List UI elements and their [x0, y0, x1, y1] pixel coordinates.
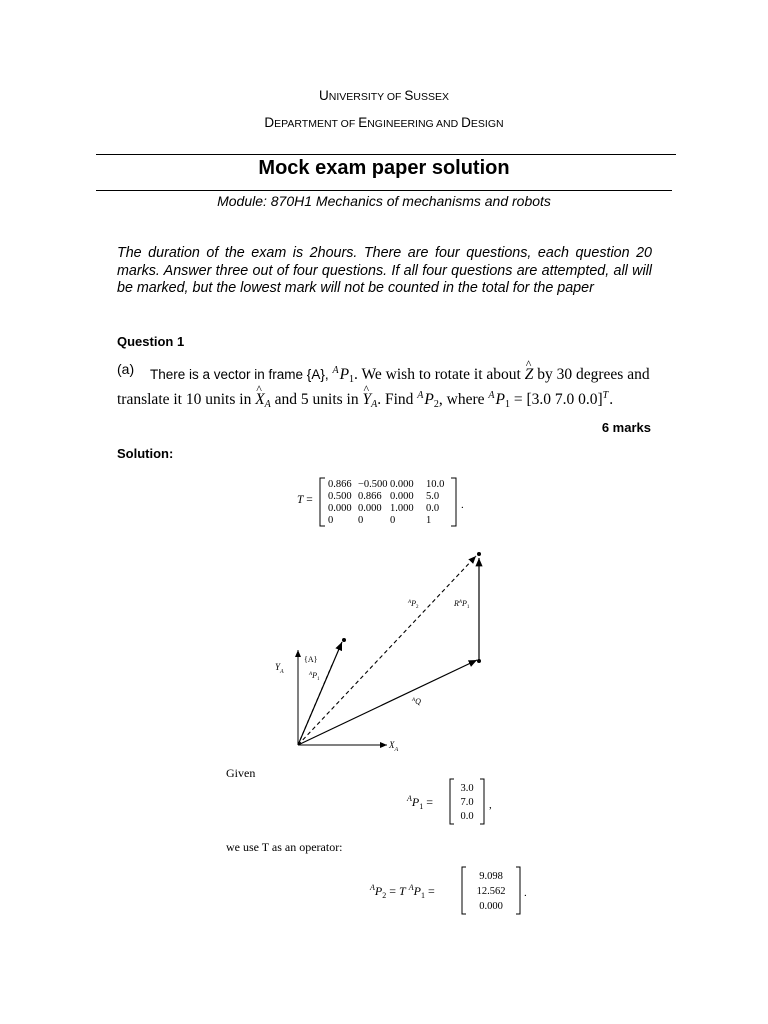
matrix-cell: 0: [328, 515, 334, 526]
matrix-cell: −0.500: [358, 479, 388, 490]
solution-heading: Solution:: [117, 446, 174, 461]
p1-vector-label: $^AP_1$ =: [407, 794, 434, 811]
university-name: UNIVERSITY OF SUSSEX: [318, 88, 450, 103]
bottom-rule: [96, 190, 672, 191]
p2-cell: 9.098: [479, 871, 503, 882]
p1-cell: 3.0: [460, 783, 474, 794]
p1-cell: 7.0: [460, 797, 474, 808]
p2-label: $^AP_2$: [408, 599, 419, 610]
question-line-1: There is a vector in frame {A}, $^AP_1$. We wish to rotate it about ^ Z by 30 degrees and: [150, 365, 650, 385]
p1-label: $^AP_1$: [309, 671, 320, 682]
transform-matrix: [318, 476, 468, 528]
matrix-label: T =: [297, 494, 313, 506]
page-title: Mock exam paper solution: [258, 157, 510, 179]
matrix-left-bracket: [320, 478, 325, 526]
p2-period: .: [524, 887, 527, 899]
p2-cell: 12.562: [476, 886, 506, 897]
frame-label: {A}: [304, 655, 318, 664]
question-line-2-c: . Find: [377, 391, 414, 408]
p1-cells: [460, 783, 473, 822]
p1-right-bracket: [480, 779, 484, 824]
matrix-cell: 0.000: [358, 503, 382, 514]
question-line-1-text: We wish to rotate it about: [361, 366, 521, 383]
p2-vector: [460, 866, 532, 916]
question-line-2-vector: = [3.0 7.0 0.0]: [513, 391, 603, 408]
department-name: DEPARTMENT OF ENGINEERING AND DESIGN: [264, 115, 504, 130]
point-q: [477, 659, 481, 663]
vector-figure: [272, 550, 497, 765]
point-p1: [342, 638, 346, 642]
p1-vector: [448, 778, 498, 826]
question-line-2-a: translate it 10 units in: [117, 391, 252, 408]
matrix-cell: 0.500: [328, 491, 352, 502]
marks-label: 6 marks: [601, 420, 651, 435]
matrix-cell: 0.866: [328, 479, 352, 490]
question-line-2: translate it 10 units in ^ $X_A$ and 5 units in ^ $Y_A$. Find $^AP_2$, where $^AP_1 = [3.0$ 7.0 0.0]$^T$.: [117, 390, 613, 410]
matrix-cell: 0.000: [328, 503, 352, 514]
p1-left-bracket: [450, 779, 454, 824]
matrix-cell: 0.0: [426, 503, 440, 514]
matrix-cell: 10.0: [426, 479, 445, 490]
q-label: $^A$Q: [412, 697, 421, 706]
p2-right-bracket: [516, 867, 520, 914]
question-line-1-end: by 30 degrees and: [537, 366, 650, 383]
vector-p2: [298, 556, 476, 745]
matrix-cell: 1.000: [390, 503, 414, 514]
matrix-right-bracket: [451, 478, 456, 526]
matrix-cell: 1: [426, 515, 432, 526]
p1-cell: 0.0: [460, 811, 474, 822]
matrix-cell: 0: [390, 515, 396, 526]
p2-cell: 0.000: [479, 901, 503, 912]
question-line-1-intro: There is a vector in frame {A},: [150, 367, 329, 382]
module-line: Module: 870H1 Mechanics of mechanisms and robots: [217, 193, 551, 209]
given-label: Given: [226, 766, 256, 780]
matrix-cell: 0.866: [358, 491, 382, 502]
p2-cells: [477, 871, 506, 912]
question-line-2-d: , where: [438, 391, 485, 408]
matrix-cells: [328, 479, 444, 526]
top-rule: [96, 154, 676, 155]
x-axis-label: $X_A$: [389, 740, 399, 753]
point-p2: [477, 552, 481, 556]
matrix-period: .: [461, 499, 464, 511]
p2-left-bracket: [462, 867, 466, 914]
matrix-cell: 5.0: [426, 491, 440, 502]
question-heading: Question 1: [117, 334, 185, 349]
part-label: (a): [117, 361, 135, 377]
matrix-cell: 0.000: [390, 491, 414, 502]
rp1-label: $R^AP_1$: [454, 599, 470, 610]
matrix-cell: 0.000: [390, 479, 414, 490]
p2-equation-label: $^AP_2 = T$ $^AP_1$ =: [370, 883, 435, 900]
operator-text: we use T as an operator:: [226, 840, 343, 854]
vector-q: [298, 660, 477, 745]
matrix-cell: 0: [358, 515, 364, 526]
exam-instructions: The duration of the exam is 2hours. There are four questions, each question 20 marks. Answer three out of four questions. If all four questions are attempted, all will be marked, but the lowest mark will not be counted in the total for the paper: [117, 245, 652, 296]
p1-comma: ,: [489, 799, 492, 811]
y-axis-label: $Y_A$: [275, 662, 284, 675]
question-line-2-b: and 5 units in: [274, 391, 359, 408]
